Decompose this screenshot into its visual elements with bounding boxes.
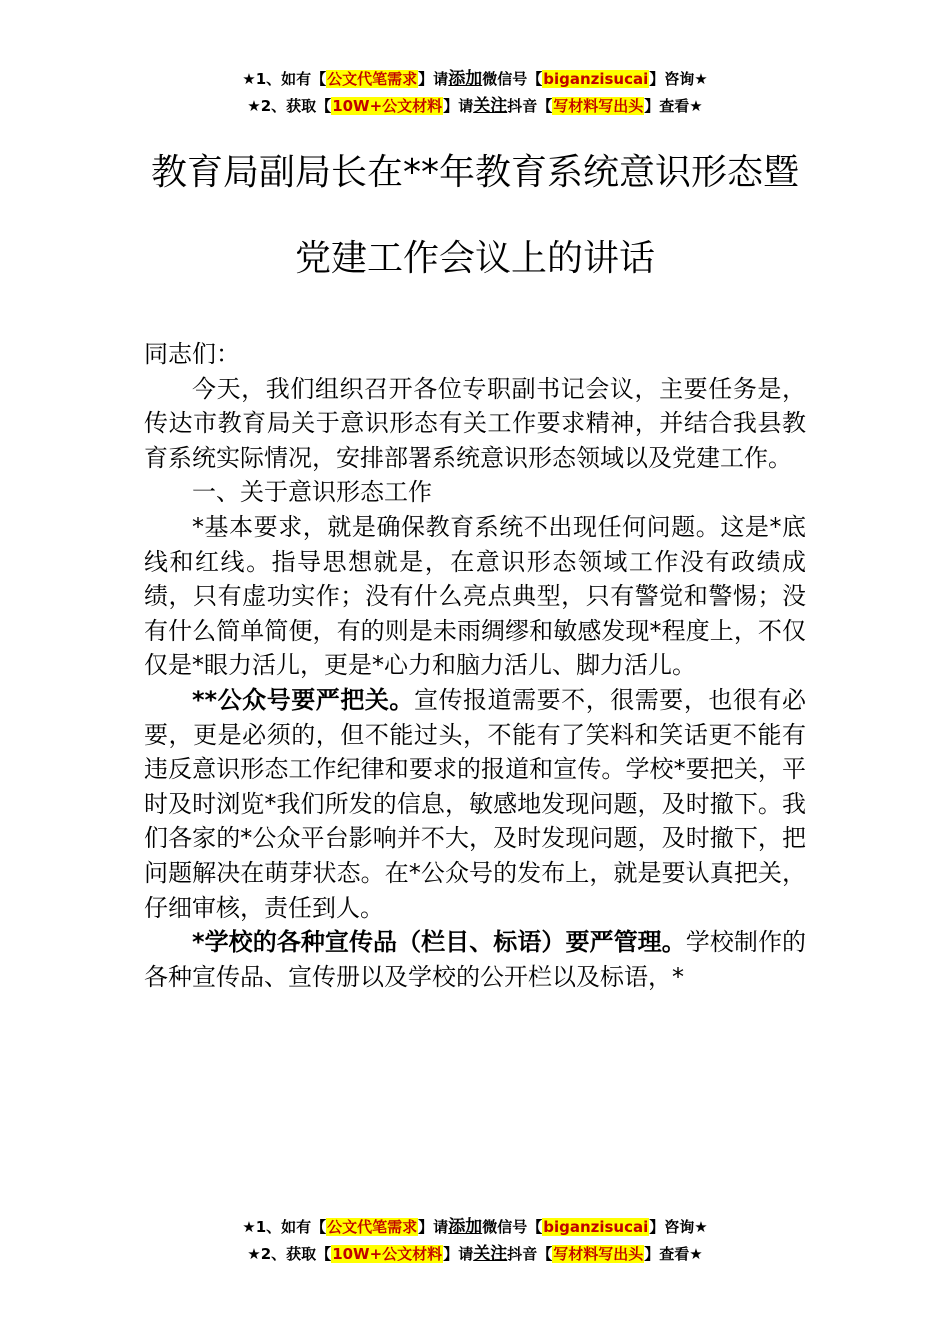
banner-highlight: 公文代笔需求	[327, 1218, 418, 1236]
banner-text: 】查看★	[644, 97, 703, 115]
banner-highlight: 公文代笔需求	[327, 70, 418, 88]
banner-text: 】咨询★	[649, 70, 708, 88]
banner-highlight: 10W+公文材料	[332, 1245, 443, 1263]
banner-douyin-id: 写材料写出头	[553, 97, 644, 115]
banner-line-1	[0, 1214, 950, 1241]
banner-emphasis: 添加	[448, 1217, 483, 1237]
banner-highlight: 10W+公文材料	[332, 97, 443, 115]
banner-text: 】请	[443, 97, 474, 115]
banner-text: ★2、获取【	[247, 1245, 332, 1263]
banner-wechat-id: biganzisucai	[543, 1218, 649, 1236]
paragraph-text: 宣传报道需要不，很需要，也很有必要，更是必须的，但不能过头，不能有了笑料和笑话更不能有违反意识形态工作纪律和要求的报道和宣传。学校*要把关，平时及时浏览*我们所发的信息，敏感地发现问题，及时撤下。我们各家的*公众平台影响并不大，及时发现问题，及时撤下，把问题解决在萌芽状态。在*公众号的发布上，就是要认真把关，仔细审核，责任到人。	[144, 685, 806, 922]
banner-text: ★1、如有【	[242, 1218, 327, 1236]
document-body	[144, 337, 806, 994]
banner-text: 抖音【	[507, 1245, 553, 1263]
banner-wechat-id: biganzisucai	[543, 70, 649, 88]
greeting: 同志们：	[144, 340, 240, 368]
banner-text: 】咨询★	[649, 1218, 708, 1236]
title-line-1: 教育局副局长在**年教育系统意识形态暨	[150, 152, 799, 193]
paragraph-lead: *学校的各种宣传品（栏目、标语）要严管理。	[192, 928, 686, 957]
paragraph-publicity-materials	[144, 925, 806, 994]
banner-emphasis: 关注	[473, 1244, 508, 1264]
footer-banner	[0, 1214, 950, 1268]
title-line-2: 党建工作会议上的讲话	[294, 238, 655, 279]
banner-text: 微信号【	[482, 1218, 543, 1236]
banner-text: ★2、获取【	[247, 97, 332, 115]
paragraph-intro: 今天，我们组织召开各位专职副书记会议，主要任务是，传达市教育局关于意识形态有关工作要求精神，并结合我县教育系统实际情况，安排部署系统意识形态领域以及党建工作。	[144, 374, 806, 472]
document-title	[0, 130, 950, 302]
paragraph-official-account	[144, 683, 806, 925]
banner-line-2	[0, 1241, 950, 1268]
banner-emphasis: 关注	[473, 96, 508, 116]
header-banner	[0, 66, 950, 120]
banner-emphasis: 添加	[448, 69, 483, 89]
paragraph-text: 学校制作的各种宣传品、宣传册以及学校的公开栏以及标语，*	[144, 928, 806, 991]
banner-text: 】请	[418, 70, 449, 88]
banner-douyin-id: 写材料写出头	[553, 1245, 644, 1263]
banner-line-1	[0, 66, 950, 93]
banner-text: 】查看★	[644, 1245, 703, 1263]
section-heading: 一、关于意识形态工作	[192, 478, 432, 507]
banner-text: 】请	[443, 1245, 474, 1263]
banner-line-2	[0, 93, 950, 120]
banner-text: 】请	[418, 1218, 449, 1236]
paragraph-requirements: *基本要求，就是确保教育系统不出现任何问题。这是*底线和红线。指导思想就是，在意识形态领域工作没有政绩成绩，只有虚功实作；没有什么亮点典型，只有警觉和警惕；没有什么简单简便，有的则是未雨绸缪和敏感发现*程度上，不仅仅是*眼力活儿，更是*心力和脑力活儿、脚力活儿。	[144, 512, 806, 680]
banner-text: 抖音【	[507, 97, 553, 115]
banner-text: ★1、如有【	[242, 70, 327, 88]
banner-text: 微信号【	[482, 70, 543, 88]
paragraph-lead: **公众号要严把关。	[192, 685, 414, 714]
